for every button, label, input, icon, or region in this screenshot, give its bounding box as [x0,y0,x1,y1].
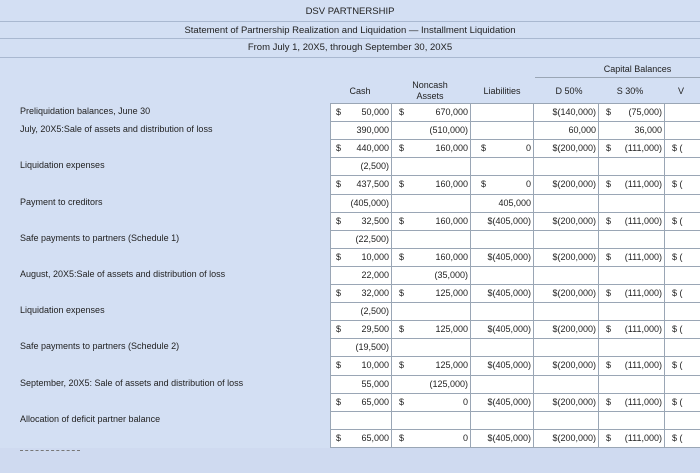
v-capital-value[interactable]: $ ( [672,360,683,371]
cash-value[interactable]: 65,000 [361,396,389,407]
s-sign: $ [606,251,612,262]
noncash-value[interactable]: 125,000 [435,360,468,371]
liabilities-value[interactable]: 0 [525,143,531,154]
v-capital-value[interactable]: $ ( [672,396,683,407]
row-gridline [330,230,700,231]
s-capital-value[interactable]: (111,000) [624,288,662,298]
cash-value[interactable]: (22,500) [355,233,389,244]
d-capital-value[interactable]: $(200,000) [552,324,596,335]
row-label: Safe payments to partners (Schedule 1) [20,232,180,243]
v-capital-value[interactable]: $ ( [672,251,683,262]
noncash-sign: $ [399,360,405,371]
noncash-sign: $ [399,251,405,262]
cash-value[interactable]: 29,500 [361,324,389,335]
statement-title: Statement of Partnership Realization and Liquidation — Installment Liquidation [184,25,516,36]
row-gridline [330,447,700,448]
s-capital-value[interactable]: (111,000) [624,396,662,407]
row-label: Liquidation expenses [20,305,105,316]
v-capital-value[interactable]: $ ( [672,432,683,443]
row-gridline [330,139,700,140]
noncash-value[interactable]: 0 [462,396,468,407]
d-capital-value[interactable]: $(140,000) [552,107,596,117]
row-label: Liquidation expenses [20,160,105,171]
s-capital-value[interactable]: (111,000) [624,360,662,371]
s-capital-value[interactable]: (111,000) [624,324,662,335]
liabilities-value[interactable]: 405,000 [498,197,531,208]
s-capital-value[interactable]: 36,000 [634,125,662,136]
row-gridline [330,356,700,357]
s-sign: $ [606,288,612,298]
s-sign: $ [606,107,612,117]
cash-value[interactable]: 390,000 [356,125,389,136]
statement-period: From July 1, 20X5, through September 30, 20X5 [247,42,453,53]
noncash-sign: $ [399,324,405,335]
cash-value[interactable]: 32,000 [361,288,389,298]
cash-sign: $ [336,251,342,262]
noncash-value[interactable]: 0 [462,432,468,443]
noncash-value[interactable]: 125,000 [435,324,468,335]
row-gridline [330,411,700,412]
s-capital-value[interactable]: (111,000) [624,179,662,190]
liabilities-value[interactable]: 0 [525,179,531,190]
noncash-value[interactable]: 160,000 [435,251,468,262]
d-capital-value[interactable]: $(200,000) [552,143,596,154]
cash-value[interactable]: 437,500 [356,179,389,190]
liabilities-value[interactable]: $(405,000) [487,432,531,443]
noncash-value[interactable]: 160,000 [435,215,468,226]
row-gridline [330,157,700,158]
company-name: DSV PARTNERSHIP [305,6,395,17]
noncash-sign: $ [399,143,405,154]
row-gridline [330,248,700,249]
cash-sign: $ [336,360,342,371]
s-sign: $ [606,215,612,226]
d-capital-value[interactable]: 60,000 [568,125,596,136]
s-sign: $ [606,360,612,371]
liabilities-header: Liabilities [483,86,521,96]
cash-value[interactable]: 65,000 [361,432,389,443]
liabilities-value[interactable]: $(405,000) [487,251,531,262]
v-capital-value[interactable]: $ ( [672,179,683,190]
s-capital-value[interactable]: (111,000) [624,251,662,262]
d-capital-value[interactable]: $(200,000) [552,215,596,226]
cash-sign: $ [336,215,342,226]
v-header: V [678,86,685,96]
cash-value[interactable]: 10,000 [361,360,389,371]
liabilities-value[interactable]: $(405,000) [487,360,531,371]
capital-balances-header: Capital Balances [603,64,672,74]
noncash-value[interactable]: 670,000 [435,107,468,117]
cash-value[interactable]: 440,000 [356,143,389,154]
noncash-sign: $ [399,396,405,407]
cash-value[interactable]: 10,000 [361,251,389,262]
row-gridline [330,266,700,267]
noncash-assets-header: Noncash Assets [412,80,448,101]
s-capital-value[interactable]: (111,000) [624,143,662,154]
s-sign: $ [606,179,612,190]
noncash-sign: $ [399,215,405,226]
row-label: July, 20X5:Sale of assets and distribution of loss [20,124,213,135]
liabilities-value[interactable]: $(405,000) [487,215,531,226]
s-capital-value[interactable]: (111,000) [624,215,662,226]
d-50-header: D 50% [555,86,583,96]
row-gridline [330,320,700,321]
liabilities-value[interactable]: $(405,000) [487,288,531,298]
row-gridline [330,429,700,430]
column-gridline [664,103,665,448]
cash-value[interactable]: 50,000 [361,107,389,117]
cash-value[interactable]: 55,000 [361,378,389,389]
cash-sign: $ [336,143,342,154]
row-label: Preliquidation balances, June 30 [20,106,151,116]
liabilities-sign: $ [481,143,487,154]
s-sign: $ [606,143,612,154]
cash-sign: $ [336,288,342,298]
s-sign: $ [606,396,612,407]
row-gridline [330,121,700,122]
cash-sign: $ [336,179,342,190]
cash-header: Cash [349,86,371,96]
row-label: Payment to creditors [20,196,103,207]
cash-value[interactable]: (19,500) [355,342,389,353]
cash-sign: $ [336,396,342,407]
noncash-sign: $ [399,107,405,117]
noncash-sign: $ [399,288,405,298]
v-capital-value[interactable]: $ ( [672,143,683,154]
noncash-value[interactable]: 160,000 [435,179,468,190]
noncash-value[interactable]: (510,000) [429,125,468,136]
liabilities-value[interactable]: $(405,000) [487,324,531,335]
row-gridline [330,175,700,176]
noncash-value[interactable]: 160,000 [435,143,468,154]
row-gridline [330,338,700,339]
column-gridline [391,103,392,448]
noncash-value[interactable]: (35,000) [434,269,468,280]
liabilities-value[interactable]: $(405,000) [487,396,531,407]
column-gridline [533,103,534,448]
column-gridline [598,103,599,448]
row-label: August, 20X5:Sale of assets and distribution of loss [20,268,226,279]
row-label: Allocation of deficit partner balance [20,413,161,424]
v-capital-value[interactable]: $ ( [672,324,683,335]
noncash-value[interactable]: 125,000 [435,288,468,298]
row-gridline [330,393,700,394]
noncash-value[interactable]: (125,000) [429,378,468,389]
v-capital-value[interactable]: $ ( [672,215,683,226]
row-gridline [330,103,700,104]
row-gridline [330,375,700,376]
row-gridline [330,194,700,195]
d-capital-value[interactable]: $(200,000) [552,288,596,298]
s-sign: $ [606,324,612,335]
d-capital-value[interactable]: $(200,000) [552,432,596,443]
cash-value[interactable]: 32,500 [361,215,389,226]
d-capital-value[interactable]: $(200,000) [552,360,596,371]
cash-value[interactable]: 22,000 [361,269,389,280]
s-30-header: S 30% [616,86,644,96]
row-gridline [330,302,700,303]
cash-value[interactable]: (2,500) [360,306,389,317]
row-gridline [330,212,700,213]
cash-sign: $ [336,432,342,443]
d-capital-value[interactable]: $(200,000) [552,251,596,262]
cash-value[interactable]: (2,500) [360,161,389,172]
row-label: September, 20X5: Sale of assets and distribution of loss [20,377,244,388]
cash-sign: $ [336,324,342,335]
d-capital-value[interactable]: $(200,000) [552,396,596,407]
s-sign: $ [606,432,612,443]
column-gridline [330,103,331,448]
noncash-sign: $ [399,179,405,190]
cash-sign: $ [336,107,342,117]
s-capital-value[interactable]: (111,000) [624,432,662,443]
noncash-sign: $ [399,432,405,443]
row-gridline [330,284,700,285]
cash-value[interactable]: (405,000) [350,197,389,208]
d-capital-value[interactable]: $(200,000) [552,179,596,190]
v-capital-value[interactable]: $ ( [672,288,683,298]
row-label: Safe payments to partners (Schedule 2) [20,341,180,352]
column-gridline [470,103,471,448]
s-capital-value[interactable]: (75,000) [628,107,662,117]
liabilities-sign: $ [481,179,487,190]
